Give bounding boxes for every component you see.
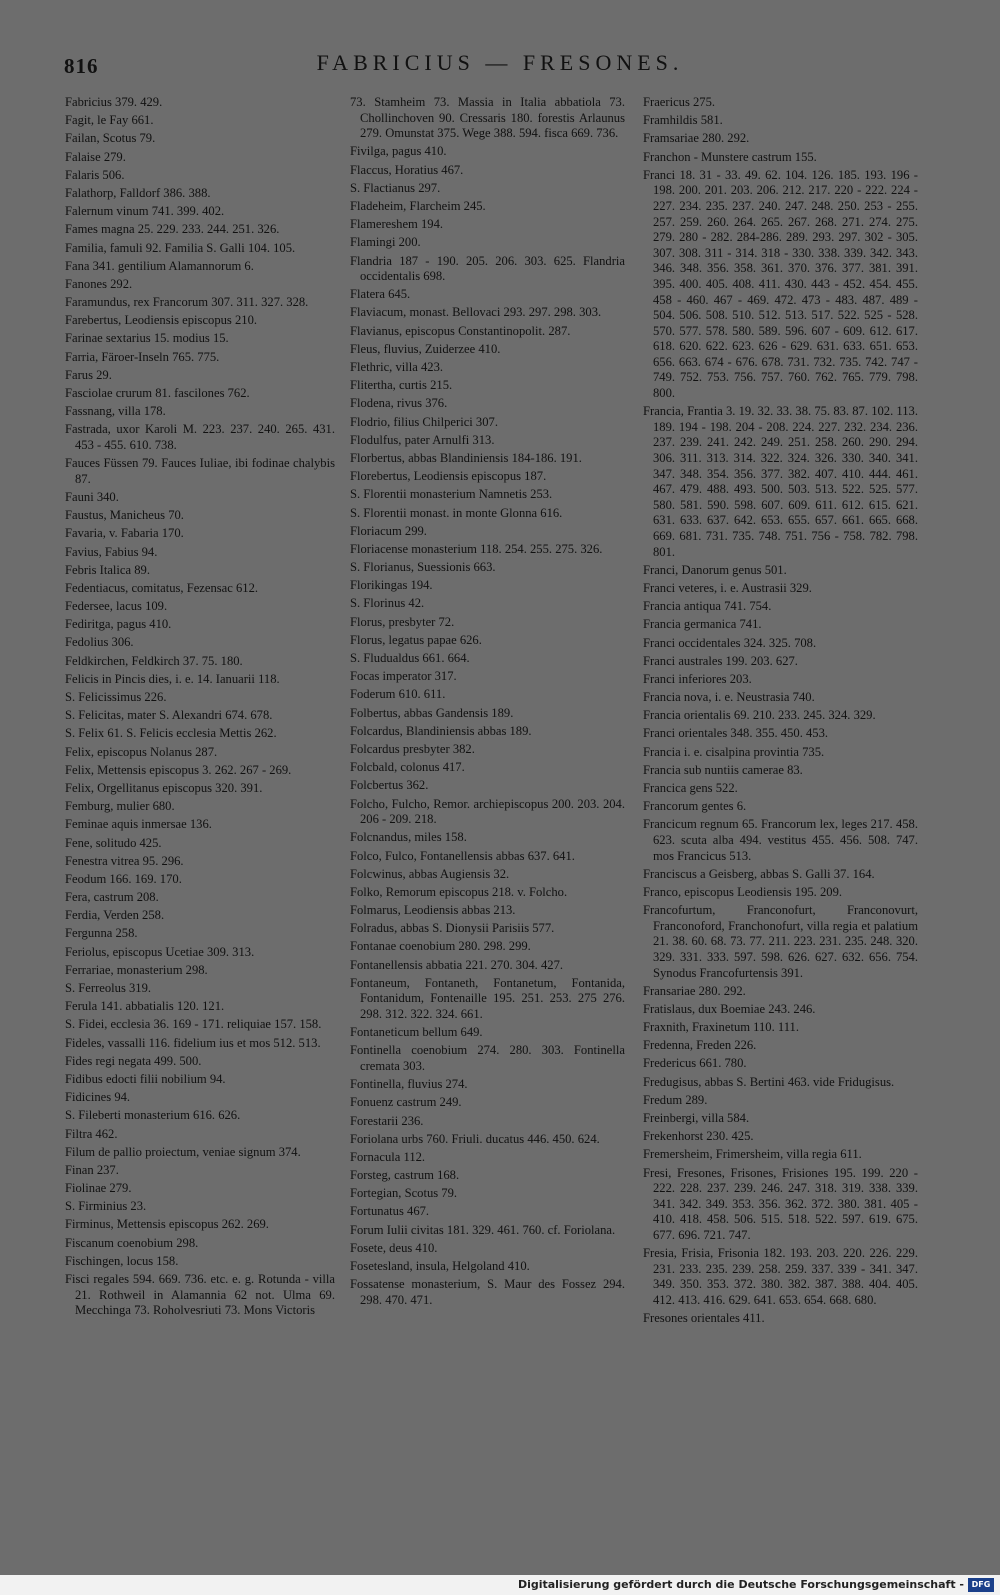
- index-entry: Forum Iulii civitas 181. 329. 461. 760. cf. Foriolana.: [350, 1222, 616, 1237]
- index-entry: Fossatense monasterium, S. Maur des Fossez 294. 298. 470. 471.: [350, 1277, 625, 1307]
- index-entry: Flaviacum, monast. Bellovaci 293. 297. 298. 303.: [350, 305, 602, 320]
- index-entry: S. Florentii monasterium Namnetis 253.: [350, 487, 553, 502]
- index-entry: Feminae aquis inmersae 136.: [65, 817, 212, 832]
- index-entry: Franci australes 199. 203. 627.: [643, 653, 798, 668]
- index-entry: Fornacula 112.: [350, 1149, 426, 1164]
- index-entry: Fontaneum, Fontaneth, Fontanetum, Fontanida, Fontanidum, Fontenaille 195. 251. 253. 275 276. 298. 312. 322. 324. 661.: [350, 975, 625, 1021]
- index-entry: Fresi, Fresones, Frisones, Frisiones 195. 199. 220 - 222. 228. 237. 239. 246. 247. 318. 319. 338. 339. 341. 342. 349. 353. 356. 362. 372. 380. 381. 405 - 410. 418. 458. 506. 515. 518. 522. 597. 619. 675. 677. 696. 721. 747.: [643, 1165, 918, 1242]
- index-entry: Focas imperator 317.: [350, 669, 457, 684]
- index-entry: Fredum 289.: [643, 1092, 708, 1107]
- index-entry: Fratislaus, dux Boemiae 243. 246.: [643, 1001, 816, 1016]
- index-entry: Franci occidentales 324. 325. 708.: [643, 635, 817, 650]
- index-entry: Fauces Füssen 79. Fauces Iuliae, ibi fodinae chalybis 87.: [65, 456, 335, 486]
- index-entry: Fergunna 258.: [65, 926, 138, 941]
- index-entry: Flaccus, Horatius 467.: [350, 162, 464, 177]
- index-entry: Floriacense monasterium 118. 254. 255. 275. 326.: [350, 541, 603, 556]
- index-entry: Florus, legatus papae 626.: [350, 632, 482, 647]
- index-entry: Foderum 610. 611.: [350, 687, 446, 702]
- index-entry: Ferula 141. abbatialis 120. 121.: [65, 999, 225, 1014]
- index-entry: Fresia, Frisia, Frisonia 182. 193. 203. 220. 226. 229. 231. 233. 235. 239. 258. 259. 337. 339 - 341. 347. 349. 350. 353. 372. 380. 382. 387. 388. 404. 405. 412. 413. 416. 629. 641. 653. 654. 668. 680.: [643, 1246, 918, 1307]
- index-entry: Fontanae coenobium 280. 298. 299.: [350, 939, 531, 954]
- page-title: FABRICIUS — FRESONES.: [316, 50, 684, 75]
- index-entry: Falernum vinum 741. 399. 402.: [65, 204, 225, 219]
- index-entry: Falaise 279.: [65, 149, 126, 164]
- index-entry: Folmarus, Leodiensis abbas 213.: [350, 903, 516, 918]
- index-entry: Francia antiqua 741. 754.: [643, 599, 772, 614]
- index-entry: Florikingas 194.: [350, 578, 433, 593]
- index-entry: Florbertus, abbas Blandiniensis 184-186. 191.: [350, 450, 582, 465]
- index-entry: Failan, Scotus 79.: [65, 131, 156, 146]
- index-entry: Folcardus, Blandiniensis abbas 189.: [350, 723, 532, 738]
- index-entry: Farus 29.: [65, 367, 112, 382]
- index-entry: Fontaneticum bellum 649.: [350, 1025, 483, 1040]
- index-entry: Franci 18. 31 - 33. 49. 62. 104. 126. 185. 193. 196 - 198. 200. 201. 203. 206. 212. 217. 220 - 222. 224 - 227. 234. 235. 237. 240. 247. 248. 250. 253 - 255. 257. 259. 260. 264. 265. 267. 268. 271. 274. 275. 279. 280 - 282. 284-286. 289. 293. 297. 302 - 305. 307. 308. 311 - 314. 318 - 330. 338. 339. 342. 343. 346. 348. 356. 358. 361. 370. 376. 377. 381. 391. 395. 400. 405. 408. 411. 430. 443 - 452. 454. 455. 458 - 460. 467 - 469. 472. 473 - 483. 487. 489 - 504. 506. 508. 510. 512. 513. 517. 522. 525 - 528. 570. 577. 578. 580. 589. 596. 607 - 609. 612. 617. 618. 620. 622. 623. 626 - 629. 631. 633. 651. 653. 656. 663. 674 - 676. 678. 731. 732. 735. 742. 747 - 749. 752. 753. 756. 757. 760. 762. 765. 779. 798. 800.: [643, 167, 918, 401]
- index-entry: Fastrada, uxor Karoli M. 223. 237. 240. 265. 431. 453 - 455. 610. 738.: [65, 422, 335, 452]
- page-number: 816: [64, 54, 99, 78]
- index-entry: Folcwinus, abbas Augiensis 32.: [350, 866, 510, 881]
- index-entry: Freinbergi, villa 584.: [643, 1111, 750, 1126]
- index-entry: Fagit, le Fay 661.: [65, 113, 154, 128]
- index-entry: S. Florianus, Suessionis 663.: [350, 560, 496, 575]
- index-entry: Folcbertus 362.: [350, 778, 429, 793]
- index-entry: Fisci regales 594. 669. 736. etc. e. g. Rotunda - villa 21. Rothweil in Alamannia 62 not. Ulma 69. Mecchinga 73. Roholvesriuti 73. Mons Victoris: [65, 1272, 335, 1318]
- index-entry: S. Firminius 23.: [65, 1199, 147, 1214]
- index-column-1: [65, 95, 335, 1321]
- index-entry: Flatera 645.: [350, 287, 411, 302]
- index-entry: Fediritga, pagus 410.: [65, 617, 172, 632]
- index-entry: Fauni 340.: [65, 489, 119, 504]
- index-entry: Framsariae 280. 292.: [643, 131, 750, 146]
- index-entry: Felicis in Pincis dies, i. e. 14. Ianuarii 118.: [65, 671, 280, 686]
- index-entry: S. Fludualdus 661. 664.: [350, 651, 470, 666]
- index-entry: Federsee, lacus 109.: [65, 599, 168, 614]
- index-entry: Flandria 187 - 190. 205. 206. 303. 625. Flandria occidentalis 698.: [350, 253, 625, 284]
- index-entry: Francica gens 522.: [643, 781, 738, 796]
- index-entry: Fasciolae crurum 81. fascilones 762.: [65, 386, 250, 400]
- index-entry: Folcnandus, miles 158.: [350, 830, 467, 845]
- index-entry: Filum de pallio proiectum, veniae signum 374.: [65, 1144, 301, 1159]
- dfg-logo: DFG: [968, 1578, 994, 1592]
- index-entry: Falaris 506.: [65, 167, 125, 182]
- index-entry: Floriacum 299.: [350, 523, 427, 538]
- index-entry: Felix, Mettensis episcopus 3. 262. 267 - 269.: [65, 762, 292, 777]
- index-entry: Fischingen, locus 158.: [65, 1253, 179, 1268]
- index-entry: Frekenhorst 230. 425.: [643, 1129, 754, 1144]
- index-entry: Foriolana urbs 760. Friuli. ducatus 446. 450. 624.: [350, 1131, 600, 1146]
- index-entry: Francia germanica 741.: [643, 617, 762, 632]
- index-entry: Flavianus, episcopus Constantinopolit. 287.: [350, 323, 571, 338]
- index-entry: S. Florinus 42.: [350, 596, 425, 611]
- index-entry: S. Fidei, ecclesia 36. 169 - 171. reliquiae 157. 158.: [65, 1017, 322, 1032]
- index-entry: Franco, episcopus Leodiensis 195. 209.: [643, 884, 843, 899]
- index-entry: Fene, solitudo 425.: [65, 835, 162, 850]
- index-entry: Fraericus 275.: [643, 95, 716, 109]
- funding-notice: Digitalisierung gefördert durch die Deutsche Forschungsgemeinschaft -: [517, 1578, 964, 1591]
- index-entry: Folcbald, colonus 417.: [350, 760, 465, 775]
- index-entry: Fassnang, villa 178.: [65, 404, 166, 419]
- index-entry: Fosete, deus 410.: [350, 1240, 438, 1255]
- index-entry: Fresones orientales 411.: [643, 1311, 765, 1326]
- index-entry: Framhildis 581.: [643, 113, 723, 128]
- index-entry: Favaria, v. Fabaria 170.: [65, 526, 184, 541]
- index-entry: Flamereshem 194.: [350, 217, 444, 232]
- index-entry: S. Florentii monast. in monte Glonna 616.: [350, 505, 563, 520]
- index-entry: Folcho, Fulcho, Remor. archiepiscopus 200. 203. 204. 206 - 209. 218.: [350, 796, 625, 827]
- index-entry: Farebertus, Leodiensis episcopus 210.: [65, 313, 258, 328]
- index-entry: Fladeheim, Flarcheim 245.: [350, 198, 486, 213]
- index-entry: Fabricius 379. 429.: [65, 95, 163, 109]
- index-entry: Febris Italica 89.: [65, 562, 150, 577]
- index-entry: Fidibus edocti filii nobilium 94.: [65, 1071, 226, 1086]
- index-entry: Fosetesland, insula, Helgoland 410.: [350, 1259, 530, 1274]
- index-entry: Franci inferiores 203.: [643, 671, 752, 686]
- index-entry: Feldkirchen, Feldkirch 37. 75. 180.: [65, 653, 243, 668]
- index-entry: Fanones 292.: [65, 276, 133, 291]
- index-entry: Falathorp, Falldorf 386. 388.: [65, 185, 211, 200]
- index-entry: Fortunatus 467.: [350, 1204, 430, 1219]
- index-entry: S. Flactianus 297.: [350, 180, 441, 195]
- index-entry: Francofurtum, Franconofurt, Franconovurt, Franconoford, Franchonofurt, villa regia et palatium 21. 38. 60. 68. 73. 77. 211. 223. 231. 235. 248. 320. 329. 331. 333. 597. 598. 626. 627. 632. 656. 754. Synodus Francofurtensis 391.: [643, 903, 918, 980]
- index-entry: Fenestra vitrea 95. 296.: [65, 853, 184, 868]
- index-entry: Fontinella, fluvius 274.: [350, 1077, 468, 1092]
- index-entry: Fedentiacus, comitatus, Fezensac 612.: [65, 580, 259, 595]
- index-column-2: [350, 95, 625, 1311]
- index-entry: S. Fileberti monasterium 616. 626.: [65, 1108, 241, 1123]
- index-entry: Favius, Fabius 94.: [65, 544, 158, 559]
- index-entry: Francicum regnum 65. Francorum lex, leges 217. 458. 623. scuta alba 494. vestitus 455. 456. 508. 747. mos Francicus 513.: [643, 817, 918, 863]
- index-entry: Flodulfus, pater Arnulfi 313.: [350, 432, 495, 447]
- index-entry: Faramundus, rex Francorum 307. 311. 327. 328.: [65, 295, 309, 310]
- index-entry: Fredericus 661. 780.: [643, 1056, 747, 1071]
- index-entry: Farria, Färoer-Inseln 765. 775.: [65, 349, 220, 364]
- index-entry: Fontanellensis abbatia 221. 270. 304. 427.: [350, 957, 564, 972]
- index-entry: Flodrio, filius Chilperici 307.: [350, 414, 498, 429]
- index-entry: Felix, Orgellitanus episcopus 320. 391.: [65, 780, 263, 795]
- index-entry: Fidicines 94.: [65, 1090, 131, 1105]
- index-entry: Folbertus, abbas Gandensis 189.: [350, 705, 514, 720]
- index-entry: S. Ferreolus 319.: [65, 981, 152, 995]
- index-entry: Fera, castrum 208.: [65, 890, 159, 905]
- index-entry: Fredugisus, abbas S. Bertini 463. vide Fridugisus.: [643, 1074, 895, 1089]
- index-entry: Folco, Fulco, Fontanellensis abbas 637. 641.: [350, 848, 575, 863]
- index-entry: Franci veteres, i. e. Austrasii 329.: [643, 580, 812, 595]
- index-entry: Forestarii 236.: [350, 1113, 424, 1128]
- index-entry: 73. Stamheim 73. Massia in Italia abbatiola 73. Chollinchoven 90. Cressaris 180. forestis Arlaunus 279. Omunstat 375. Wege 388. 594. fisca 669. 736.: [350, 95, 625, 141]
- index-entry: Flitertha, curtis 215.: [350, 378, 453, 393]
- index-entry: Folradus, abbas S. Dionysii Parisiis 577.: [350, 921, 555, 936]
- index-entry: Ferrariae, monasterium 298.: [65, 962, 208, 977]
- index-entry: Fonuenz castrum 249.: [350, 1095, 462, 1110]
- index-entry: Finan 237.: [65, 1162, 119, 1177]
- index-entry: Felix, episcopus Nolanus 287.: [65, 744, 218, 759]
- index-entry: Franciscus a Geisberg, abbas S. Galli 37. 164.: [643, 866, 875, 881]
- index-entry: Fana 341. gentilium Alamannorum 6.: [65, 258, 254, 273]
- index-entry: Florus, presbyter 72.: [350, 614, 455, 629]
- index-entry: Flamingi 200.: [350, 235, 421, 250]
- index-entry: Francia i. e. cisalpina provintia 735.: [643, 744, 825, 759]
- index-column-3: [643, 95, 918, 1329]
- index-entry: S. Felix 61. S. Felicis ecclesia Mettis 262.: [65, 726, 277, 741]
- index-entry: Fransariae 280. 292.: [643, 983, 746, 998]
- index-entry: Forsteg, castrum 168.: [350, 1168, 460, 1183]
- index-entry: Francia nova, i. e. Neustrasia 740.: [643, 690, 815, 705]
- index-entry: Feriolus, episcopus Ucetiae 309. 313.: [65, 944, 255, 959]
- index-entry: Fames magna 25. 229. 233. 244. 251. 326.: [65, 222, 280, 237]
- index-entry: Flethric, villa 423.: [350, 360, 444, 375]
- index-entry: Fontinella coenobium 274. 280. 303. Fontinella cremata 303.: [350, 1043, 625, 1073]
- index-entry: Francia, Frantia 3. 19. 32. 33. 38. 75. 83. 87. 102. 113. 189. 194 - 198. 204 - 208. 224. 227. 232. 234. 236. 237. 239. 241. 242. 249. 251. 258. 260. 290. 294. 306. 311. 313. 314. 322. 324. 326. 330. 340. 341. 347. 348. 354. 356. 377. 382. 407. 410. 444. 461. 467. 479. 488. 493. 500. 503. 513. 522. 525. 577. 580. 581. 590. 598. 607. 609. 611. 612. 615. 621. 631. 633. 637. 642. 653. 655. 657. 661. 665. 668. 669. 681. 731. 735. 748. 751. 756 - 758. 782. 798. 801.: [643, 404, 918, 559]
- index-entry: Francorum gentes 6.: [643, 799, 747, 814]
- index-entry: Fremersheim, Frimersheim, villa regia 611.: [643, 1147, 862, 1162]
- index-entry: Faustus, Manicheus 70.: [65, 508, 184, 523]
- index-entry: Fortegian, Scotus 79.: [350, 1186, 458, 1201]
- index-entry: Ferdia, Verden 258.: [65, 908, 165, 923]
- index-entry: Franchon - Munstere castrum 155.: [643, 149, 817, 164]
- index-entry: Franci orientales 348. 355. 450. 453.: [643, 726, 829, 741]
- index-entry: Francia orientalis 69. 210. 233. 245. 324. 329.: [643, 708, 876, 723]
- index-entry: Flodena, rivus 376.: [350, 396, 448, 411]
- index-entry: Fredenna, Freden 226.: [643, 1038, 757, 1053]
- index-entry: Filtra 462.: [65, 1126, 118, 1141]
- index-entry: Farinae sextarius 15. modius 15.: [65, 331, 229, 346]
- index-entry: Fedolius 306.: [65, 635, 134, 650]
- index-entry: Folcardus presbyter 382.: [350, 741, 475, 756]
- index-entry: Fides regi negata 499. 500.: [65, 1053, 202, 1068]
- index-entry: Franci, Danorum genus 501.: [643, 562, 787, 577]
- index-entry: Florebertus, Leodiensis episcopus 187.: [350, 469, 547, 484]
- index-entry: Fivilga, pagus 410.: [350, 144, 447, 159]
- index-entry: Firminus, Mettensis episcopus 262. 269.: [65, 1217, 269, 1232]
- index-entry: S. Felicitas, mater S. Alexandri 674. 678.: [65, 708, 273, 723]
- index-entry: Folko, Remorum episcopus 218. v. Folcho.: [350, 884, 568, 899]
- footer-bar: [0, 1575, 1000, 1595]
- index-entry: Fiolinae 279.: [65, 1181, 132, 1196]
- index-entry: Francia sub nuntiis camerae 83.: [643, 762, 803, 777]
- index-entry: Fleus, fluvius, Zuiderzee 410.: [350, 341, 501, 356]
- index-entry: Feodum 166. 169. 170.: [65, 871, 182, 886]
- index-entry: Fraxnith, Fraxinetum 110. 111.: [643, 1020, 800, 1035]
- index-entry: Fiscanum coenobium 298.: [65, 1235, 199, 1250]
- index-entry: Femburg, mulier 680.: [65, 799, 175, 814]
- index-entry: Familia, famuli 92. Familia S. Galli 104. 105.: [65, 240, 296, 255]
- index-entry: Fideles, vassalli 116. fidelium ius et mos 512. 513.: [65, 1035, 321, 1050]
- index-entry: S. Felicissimus 226.: [65, 690, 167, 704]
